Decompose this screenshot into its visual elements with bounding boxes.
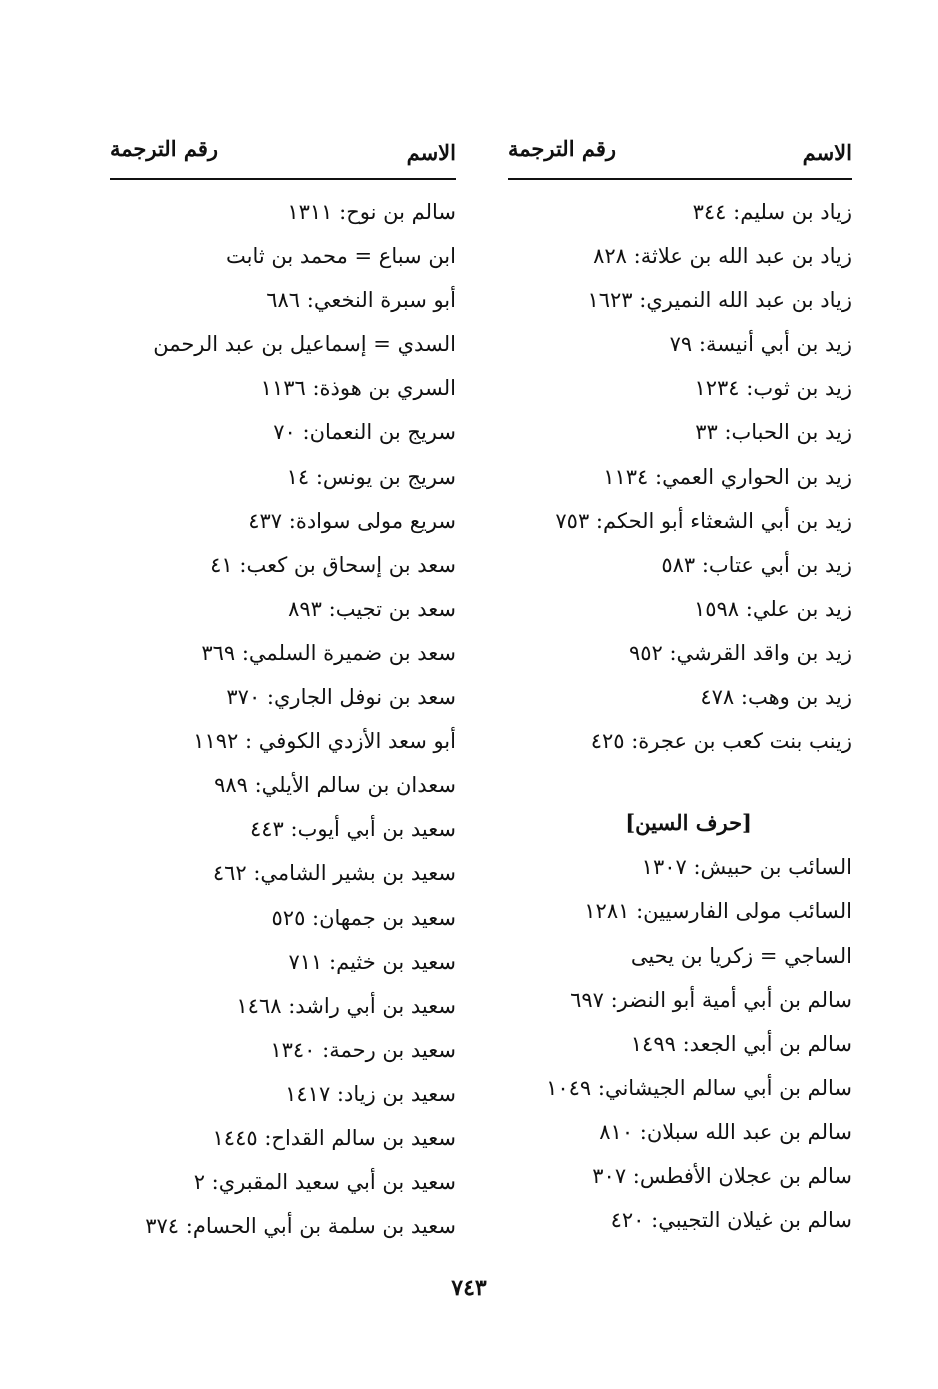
index-entry: سالم بن أبي أمية أبو النضر: ٦٩٧ xyxy=(570,987,852,1012)
index-entry: سعيد بن سلمة بن أبي الحسام: ٣٧٤ xyxy=(145,1214,456,1239)
index-entry: سالم بن عبد الله سبلان: ٨١٠ xyxy=(599,1119,852,1144)
column-header-right xyxy=(508,132,852,180)
index-entry: أبو سعد الأزدي الكوفي : ١١٩٢ xyxy=(193,729,456,754)
index-column-right xyxy=(508,132,852,1242)
entry-number-column-label: رقم الترجمة xyxy=(110,136,219,161)
index-entry: سعد بن ضميرة السلمي: ٣٦٩ xyxy=(201,640,456,665)
index-entry: زيد بن أبي أنيسة: ٧٩ xyxy=(669,332,852,357)
name-column-label: الاسم xyxy=(802,140,852,165)
index-entry: الساجي = زكريا بن يحيى xyxy=(630,943,852,968)
index-entry: سريج بن النعمان: ٧٠ xyxy=(273,420,456,445)
index-entry: زيد بن أبي عتاب: ٥٨٣ xyxy=(661,552,852,577)
index-entry: السائب مولى الفارسيين: ١٢٨١ xyxy=(584,899,852,924)
index-entry: زياد بن عبد الله النميري: ١٦٢٣ xyxy=(587,288,852,313)
entry-list-left xyxy=(110,190,456,1248)
index-entry: زيد بن الحباب: ٣٣ xyxy=(695,420,852,445)
index-entry: زيد بن ثوب: ١٢٣٤ xyxy=(694,376,852,401)
index-entry: سعيد بن أبي أيوب: ٤٤٣ xyxy=(249,817,456,842)
index-entry: سالم بن نوح: ١٣١١ xyxy=(287,200,456,224)
index-entry: سعيد بن جمهان: ٥٢٥ xyxy=(271,905,456,930)
index-entry: سالم بن غيلان التجيبي: ٤٢٠ xyxy=(610,1208,852,1233)
index-entry: زياد بن سليم: ٣٤٤ xyxy=(692,200,852,224)
index-entry: سعد بن نوفل الجاري: ٣٧٠ xyxy=(226,685,456,710)
index-entry: سعيد بن خثيم: ٧١١ xyxy=(288,949,456,974)
index-column-left xyxy=(110,132,456,1248)
index-entry: زيد بن الحواري العمي: ١١٣٤ xyxy=(603,464,852,489)
index-entry: سعيد بن بشير الشامي: ٤٦٢ xyxy=(212,861,456,886)
entry-list-right xyxy=(508,190,852,1242)
index-entry: سعدان بن سالم الأيلي: ٩٨٩ xyxy=(214,773,456,798)
index-entry: زيد بن أبي الشعثاء أبو الحكم: ٧٥٣ xyxy=(555,508,852,533)
entry-number-column-label: رقم الترجمة xyxy=(508,136,617,161)
index-entry: زيد بن واقد القرشي: ٩٥٢ xyxy=(628,640,852,665)
page-number: ٧٤٣ xyxy=(451,1275,487,1301)
index-entry: سعيد بن سالم القداح: ١٤٤٥ xyxy=(212,1125,456,1150)
index-entry: سعد بن إسحاق بن كعب: ٤١ xyxy=(210,552,456,577)
index-entry: زيد بن وهب: ٤٧٨ xyxy=(700,685,852,710)
index-entry: زينب بنت كعب بن عجرة: ٤٢٥ xyxy=(590,729,852,754)
section-heading: [حرف السين] xyxy=(625,810,752,836)
index-entry: أبو سبرة النخعي: ٦٨٦ xyxy=(266,288,456,313)
index-entry: سالم بن عجلان الأفطس: ٣٠٧ xyxy=(592,1163,852,1188)
index-entry: زياد بن عبد الله بن علاثة: ٨٢٨ xyxy=(593,244,852,269)
index-entry: زيد بن علي: ١٥٩٨ xyxy=(693,596,852,621)
index-entry: السدي = إسماعيل بن عبد الرحمن xyxy=(153,332,456,357)
index-entry: سريج بن يونس: ١٤ xyxy=(286,464,456,489)
index-entry: سريع مولى سوادة: ٤٣٧ xyxy=(248,508,456,533)
index-entry: ابن سباع = محمد بن ثابت xyxy=(225,244,456,269)
index-entry: سعيد بن رحمة: ١٣٤٠ xyxy=(270,1037,456,1062)
index-entry: السائب بن حبيش: ١٣٠٧ xyxy=(641,855,852,880)
index-entry: السري بن هوذة: ١١٣٦ xyxy=(260,376,456,401)
index-entry: سعد بن تجيب: ٨٩٣ xyxy=(288,596,456,621)
name-column-label: الاسم xyxy=(406,140,456,165)
index-entry: سالم بن أبي سالم الجيشاني: ١٠٤٩ xyxy=(546,1075,852,1100)
section-spacer xyxy=(508,763,852,801)
index-entry: سعيد بن أبي سعيد المقبري: ٢ xyxy=(193,1170,456,1195)
index-entry: سالم بن أبي الجعد: ١٤٩٩ xyxy=(630,1031,852,1056)
column-header-left xyxy=(110,132,456,180)
index-entry: سعيد بن أبي راشد: ١٤٦٨ xyxy=(236,993,456,1018)
index-entry: سعيد بن زياد: ١٤١٧ xyxy=(285,1081,456,1106)
